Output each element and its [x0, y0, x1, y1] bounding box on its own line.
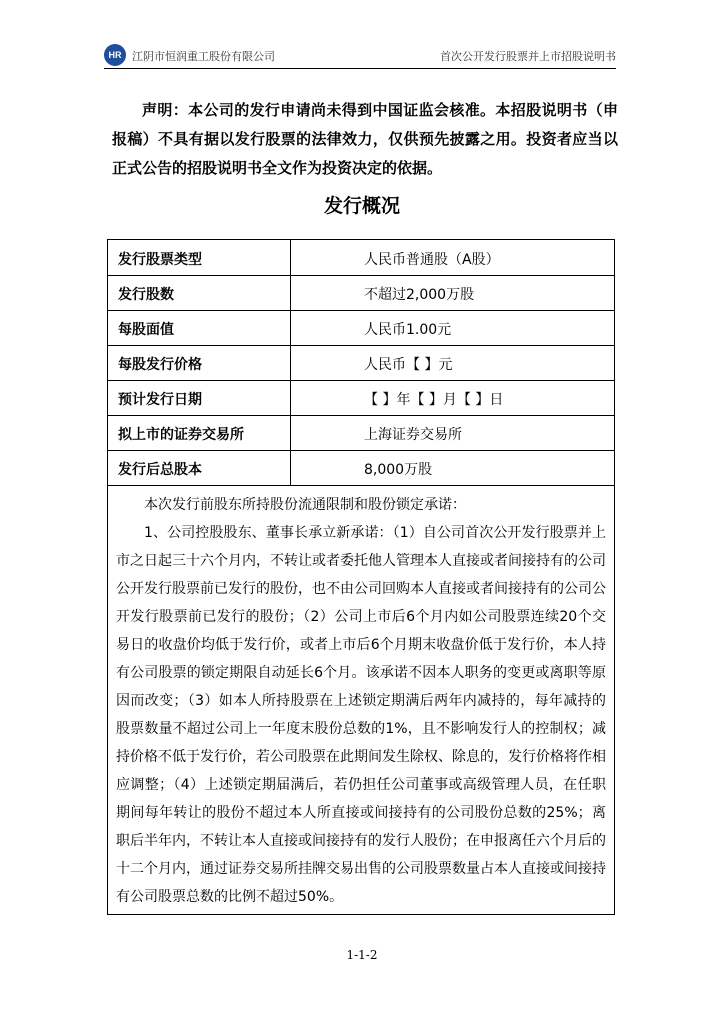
company-name: 江阴市恒润重工股份有限公司 [132, 50, 275, 63]
row-value: 【 】年【 】月【 】日 [364, 392, 504, 408]
lockup-commitment [116, 491, 606, 911]
row-value: 人民币【 】元 [364, 357, 453, 373]
table-row [108, 450, 614, 486]
table-row [108, 240, 614, 276]
table-row [108, 275, 614, 311]
row-label: 每股面值 [118, 322, 174, 338]
page-header [104, 40, 616, 69]
row-label: 发行股数 [118, 287, 174, 303]
table-row [108, 380, 614, 416]
row-label: 发行股票类型 [118, 252, 202, 268]
company-logo-icon: HR [104, 44, 126, 66]
disclaimer-notice [112, 96, 618, 183]
row-label: 拟上市的证券交易所 [118, 427, 244, 443]
table-row [108, 345, 614, 381]
disclaimer-text: 声明：本公司的发行申请尚未得到中国证监会核准。本招股说明书（申报稿）不具有据以发行股票的法律效力，仅供预先披露之用。投资者应当以正式公告的招股说明书全文作为投资决定的依据。 [112, 101, 618, 177]
table-row [108, 415, 614, 451]
row-label: 预计发行日期 [118, 392, 202, 408]
row-label: 每股发行价格 [118, 357, 202, 373]
commitment-item-1: 1、公司控股股东、董事长承立新承诺：（1）自公司首次公开发行股票并上市之日起三十六个月内，不转让或者委托他人管理本人直接或者间接持有的公司公开发行股票前已发行的股份，也不由公司回购本人直接或者间接持有的公司公开发行股票前已发行的股份；（2）公司上市后6个月内如公司股票连续20个交易日的收盘价均低于发行价，或者上市后6个月期末收盘价低于发行价，本人持有公司股票的锁定期限自动延长6个月。该承诺不因本人职务的变更或离职等原因而改变；（3）如本人所持股票在上述锁定期满后两年内减持的，每年减持的股票数量不超过公司上一年度末股份总数的1%，且不影响发行人的控制权；减持价格不低于发行价，若公司股票在此期间发生除权、除息的，发行价格将作相应调整；（4）上述锁定期届满后，若仍担任公司董事或高级管理人员，在任职期间每年转让的股份不超过本人所直接或间接持有的公司股份总数的25%；离职后半年内，不转让本人直接或间接持有的发行人股份；在申报离任六个月后的十二个月内，通过证券交易所挂牌交易出售的公司股票数量占本人直接或间接持有公司股票总数的比例不超过50%。 [116, 525, 606, 905]
document-title: 首次公开发行股票并上市招股说明书 [440, 50, 616, 63]
row-value: 人民币1.00元 [364, 322, 452, 338]
commitment-intro: 本次发行前股东所持股份流通限制和股份锁定承诺： [144, 497, 466, 513]
section-title: 发行概况 [323, 195, 400, 217]
table-row [108, 310, 614, 346]
page-number: 1-1-2 [346, 948, 378, 962]
row-value: 8,000万股 [364, 462, 433, 478]
row-value: 上海证券交易所 [364, 427, 462, 443]
row-value: 人民币普通股（A股） [364, 252, 500, 268]
row-value: 不超过2,000万股 [364, 287, 475, 303]
offering-summary-table [107, 239, 615, 915]
row-label: 发行后总股本 [118, 462, 202, 478]
